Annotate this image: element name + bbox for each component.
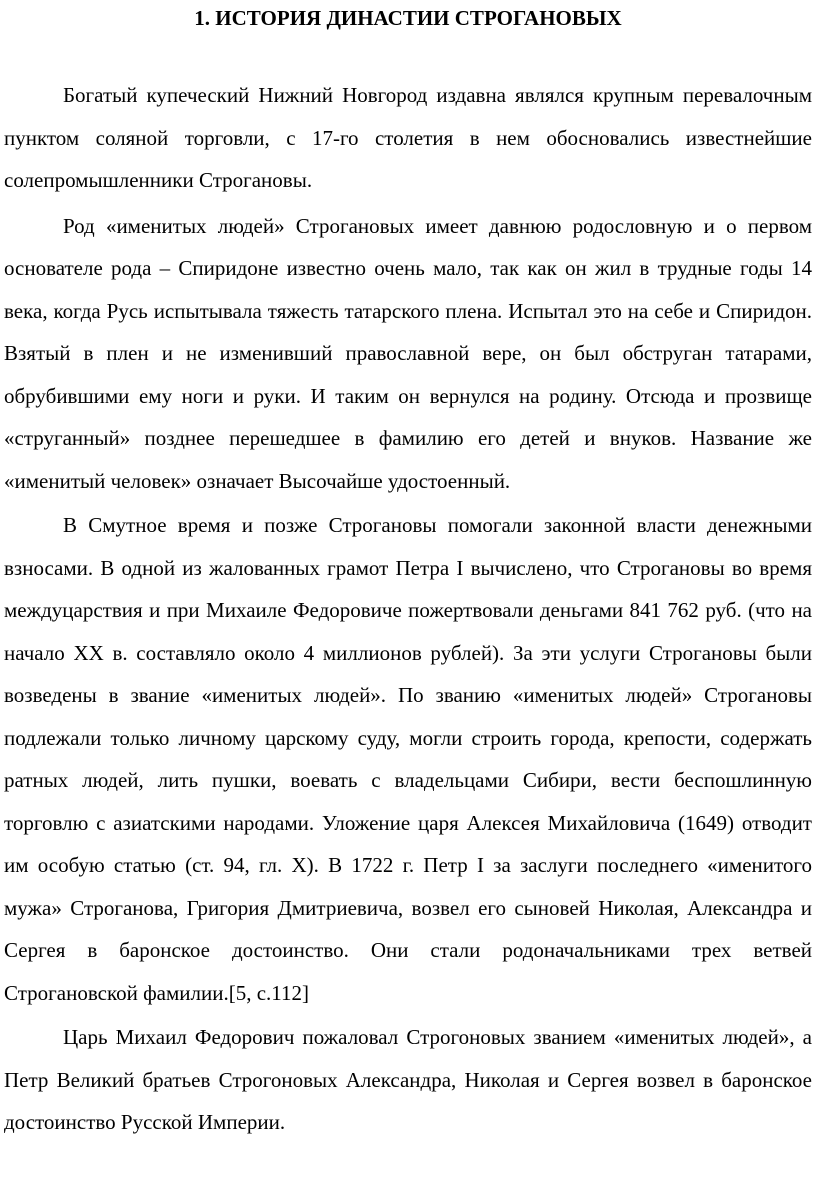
paragraph-4: Царь Михаил Федорович пожаловал Строгоновых званием «именитых людей», а Петр Великий братьев Строгоновых Александра, Николая и Сергея возвел в баронское достоинство Русской Империи.	[4, 1025, 812, 1134]
paragraph-3: В Смутное время и позже Строгановы помогали законной власти денежными взносами. В одной из жалованных грамот Петра I вычислено, что Строгановы во время междуцарствия и при Михаиле Федоровиче пожертвовали деньгами 841 762 руб. (что на начало XX в. составляло около 4 миллионов рублей). За эти услуги Строгановы были возведены в звание «именитых людей». По званию «именитых людей» Строгановы подлежали только личному царскому суду, могли строить города, крепости, содержать ратных людей, лить пушки, воевать с владельцами Сибири, вести беспошлинную торговлю с азиатскими народами. Уложение царя Алексея Михайловича (1649) отводит им особую статью (ст. 94, гл. X). В 1722 г. Петр I за заслуги последнего «именитого мужа» Строганова, Григория Дмитриевича, возвел его сыновей Николая, Александра и Сергея в баронское достоинство. Они стали родоначальниками трех ветвей Строгановской фамилии.[5, с.112]	[4, 513, 812, 1005]
paragraph-1: Богатый купеческий Нижний Новгород издавна являлся крупным перевалочным пунктом соляной торговли, с 17-го столетия в нем обосновались известнейшие солепромышленники Строгановы.	[4, 83, 812, 192]
paragraph-2: Род «именитых людей» Строгановых имеет давнюю родословную и о первом основателе рода – Спиридоне известно очень мало, так как он жил в трудные годы 14 века, когда Русь испытывала тяжесть татарского плена. Испытал это на себе и Спиридон. Взятый в плен и не изменивший православной вере, он был обструган татарами, обрубившими ему ноги и руки. И таким он вернулся на родину. Отсюда и прозвище «струганный» позднее перешедшее в фамилию его детей и внуков. Название же «именитый человек» означает Высочайше удостоенный.	[4, 213, 812, 493]
document-title: 1. ИСТОРИЯ ДИНАСТИИ СТРОГАНОВЫХ	[194, 6, 622, 30]
